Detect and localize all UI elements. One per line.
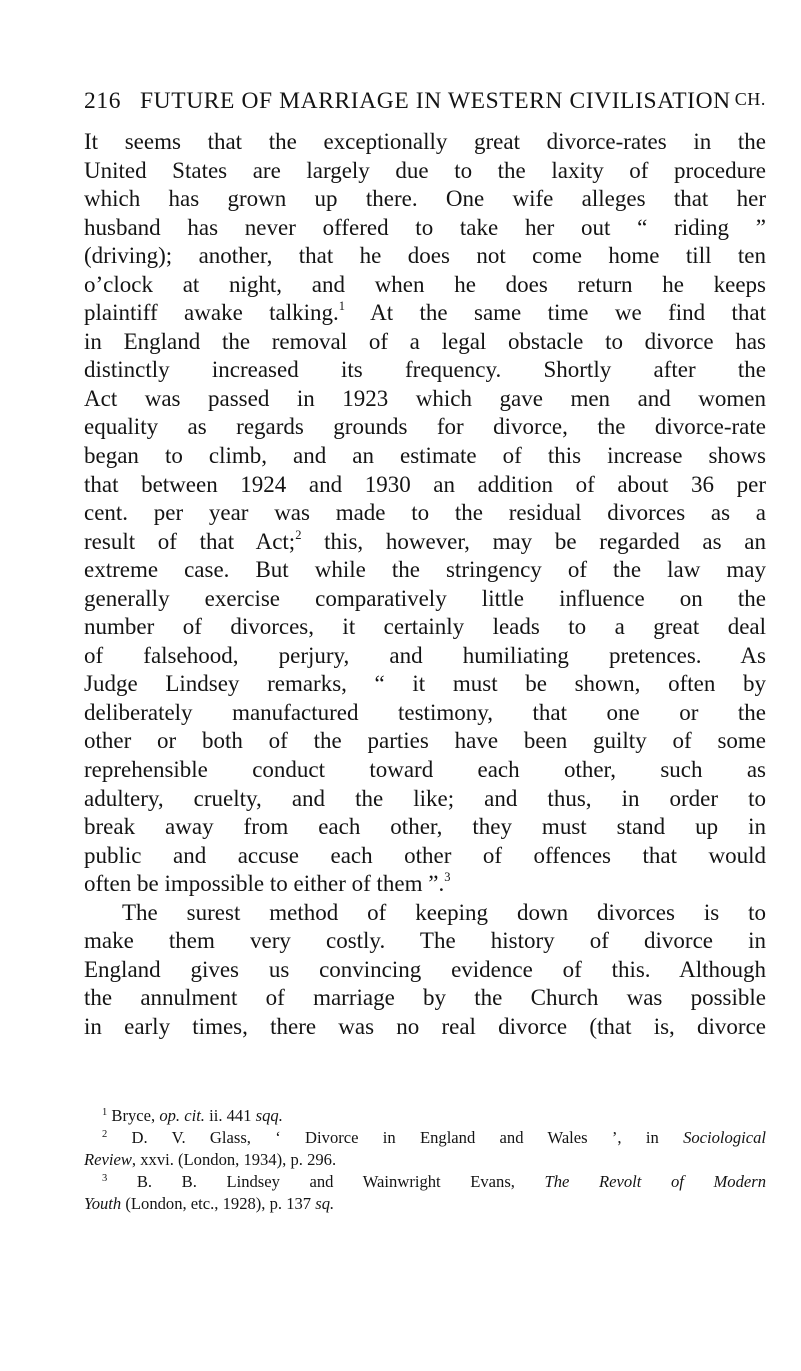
- text-line: reprehensible conduct toward each other, such as: [84, 757, 766, 783]
- text-run: often be impossible to either of them ”.: [84, 871, 445, 897]
- footnote-ref-3: 3: [444, 870, 451, 885]
- text-run: Youth: [84, 1194, 122, 1213]
- text-line: (driving); another, that he does not come home till ten: [84, 243, 766, 269]
- text-run: Bryce,: [111, 1106, 160, 1125]
- paragraph-1: [84, 128, 766, 899]
- text-line: in England the removal of a legal obstacle to divorce has: [84, 328, 766, 354]
- text-line: [84, 870, 766, 899]
- text-run: plaintiff awake talking.: [84, 300, 339, 326]
- text-line: make them very costly. The history of divorce in: [84, 928, 766, 954]
- text-line: of falsehood, perjury, and humiliating pretences. As: [84, 642, 766, 668]
- text-run: , xxvi. (London, 1934), p. 296.: [131, 1150, 337, 1169]
- text-line: England gives us convincing evidence of this. Although: [84, 956, 766, 982]
- text-run: D. V. Glass, ‘ Divorce in England and Wales ’, in: [131, 1128, 684, 1147]
- text-run: The Revolt of Modern: [544, 1172, 766, 1191]
- text-run: this, however, may be regarded as an: [301, 528, 767, 554]
- text-run: Sociological: [683, 1128, 767, 1147]
- footnote-number: 3: [102, 1173, 108, 1184]
- text-line: began to climb, and an estimate of this increase shows: [84, 443, 766, 469]
- page-number: 216: [84, 88, 122, 114]
- text-line: Act was passed in 1923 which gave men and women: [84, 385, 766, 411]
- footnote-ref-1: 1: [338, 299, 346, 314]
- footnote-2-cont: [84, 1149, 766, 1171]
- text-line: It seems that the exceptionally great divorce-rates in the: [84, 129, 766, 154]
- footnotes: [84, 1105, 766, 1215]
- text-run: sqq.: [255, 1106, 283, 1125]
- text-line: husband has never offered to take her out “ riding ”: [84, 214, 766, 240]
- text-line: Judge Lindsey remarks, “ it must be shown, often by: [84, 671, 766, 697]
- text-line: United States are largely due to the laxity of procedure: [84, 157, 766, 183]
- text-run: ii. 441: [204, 1106, 256, 1125]
- paragraph-2: [84, 899, 766, 1042]
- body-text: [84, 128, 766, 1042]
- footnote-1: [84, 1105, 766, 1127]
- text-line: [84, 528, 766, 557]
- text-run: sq.: [315, 1194, 335, 1213]
- footnote-number: 1: [102, 1107, 108, 1118]
- text-line: deliberately manufactured testimony, that one or the: [84, 699, 766, 725]
- footnote-number: 2: [102, 1129, 108, 1140]
- text-line: number of divorces, it certainly leads to a great deal: [84, 614, 766, 640]
- text-run: (London, etc., 1928), p. 137: [121, 1194, 316, 1213]
- chapter-abbrev: CH.: [734, 89, 766, 109]
- text-line: public and accuse each other of offences that would: [84, 842, 766, 868]
- text-run: op. cit.: [159, 1106, 205, 1125]
- text-line: The surest method of keeping down divorces is to: [122, 899, 766, 925]
- text-line: generally exercise comparatively little influence on the: [84, 585, 766, 611]
- text-line: extreme case. But while the stringency of the law may: [84, 557, 766, 583]
- footnote-2: [84, 1127, 766, 1149]
- text-line: that between 1924 and 1930 an addition of about 36 per: [84, 471, 766, 497]
- text-line: distinctly increased its frequency. Shortly after the: [84, 357, 766, 383]
- footnote-3-cont: [84, 1193, 766, 1215]
- text-run: Review: [84, 1150, 132, 1169]
- text-line: equality as regards grounds for divorce, the divorce-rate: [84, 414, 766, 440]
- text-line: other or both of the parties have been guilty of some: [84, 728, 766, 754]
- text-line: cent. per year was made to the residual divorces as a: [84, 500, 766, 526]
- text-line: o’clock at night, and when he does return he keeps: [84, 271, 766, 297]
- running-head: [84, 88, 766, 122]
- text-line: break away from each other, they must stand up in: [84, 814, 766, 840]
- footnote-3: [84, 1171, 766, 1193]
- text-run: B. B. Lindsey and Wainwright Evans,: [136, 1172, 545, 1191]
- running-title: FUTURE OF MARRIAGE IN WESTERN CIVILISATION: [140, 88, 731, 114]
- text-line: which has grown up there. One wife alleges that her: [84, 186, 766, 212]
- text-line: adultery, cruelty, and the like; and thus, in order to: [84, 785, 766, 811]
- text-run: result of that Act;: [84, 528, 296, 554]
- text-line: the annulment of marriage by the Church was possible: [84, 985, 766, 1011]
- text-line: [84, 299, 766, 328]
- text-line: in early times, there was no real divorce (that is, divorce: [84, 1013, 766, 1039]
- footnote-ref-2: 2: [295, 527, 302, 542]
- text-run: At the same time we find that: [345, 300, 766, 326]
